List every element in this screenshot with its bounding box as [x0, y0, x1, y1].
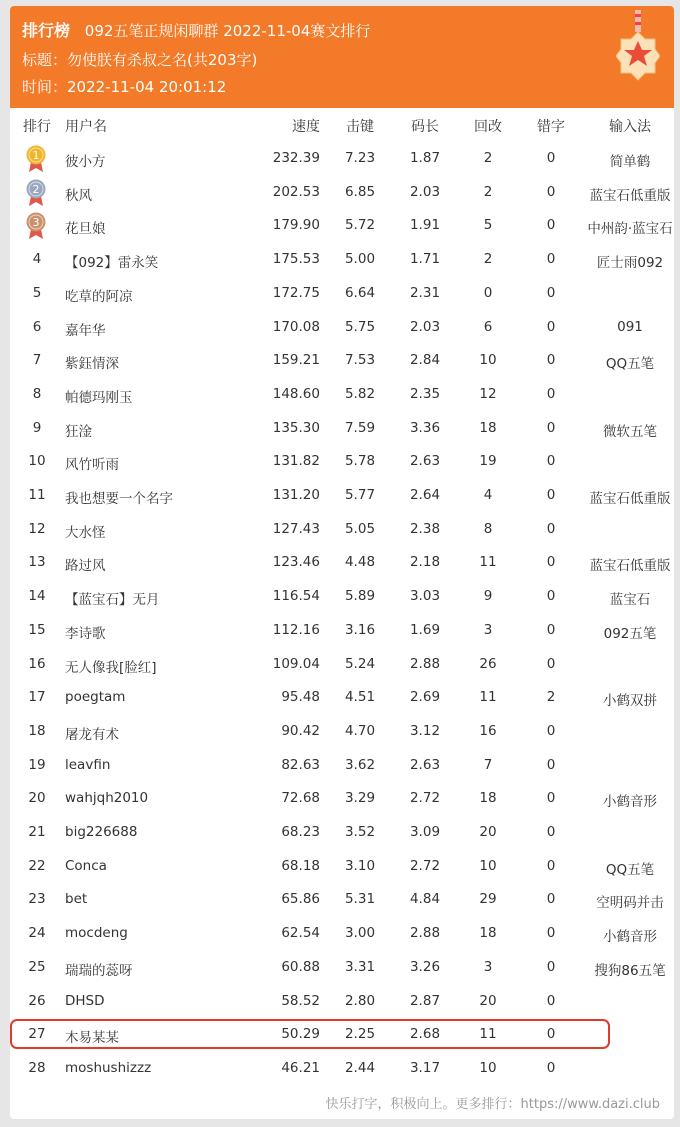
table-row [10, 985, 674, 1019]
cell-backspace: 12 [479, 385, 497, 402]
cell-input-method: 092五笔 [603, 625, 657, 642]
cell-errors: 0 [546, 183, 556, 200]
table-row [10, 412, 674, 446]
cell-rank: 6 [32, 318, 42, 335]
table-row [10, 1018, 674, 1052]
cell-username: 秋风 [65, 187, 92, 204]
leaderboard-header [10, 6, 674, 108]
cell-errors: 0 [546, 554, 556, 571]
cell-speed: 72.68 [281, 790, 320, 807]
table-row [10, 277, 674, 311]
cell-rank: 12 [28, 520, 46, 537]
table-row [10, 243, 674, 277]
cell-code-length: 2.69 [409, 689, 441, 706]
footer-note: 快乐打字，积极向上。更多排行：https://www.dazi.club [325, 1097, 660, 1112]
cell-code-length: 3.03 [409, 588, 441, 605]
cell-speed: 123.46 [272, 554, 320, 571]
cell-speed: 50.29 [281, 1026, 320, 1043]
cell-keystroke: 5.78 [344, 453, 376, 470]
cell-backspace: 11 [479, 554, 497, 571]
cell-code-length: 1.91 [409, 217, 441, 234]
cell-code-length: 2.84 [409, 352, 441, 369]
cell-code-length: 2.63 [409, 453, 441, 470]
cell-rank: 24 [28, 925, 46, 942]
cell-code-length: 2.64 [409, 487, 441, 503]
cell-keystroke: 5.82 [344, 385, 376, 402]
cell-backspace: 3 [483, 958, 493, 975]
cell-speed: 116.54 [272, 588, 320, 605]
cell-rank: 7 [32, 352, 42, 369]
cell-backspace: 2 [483, 183, 493, 200]
cell-rank: 14 [28, 588, 46, 605]
cell-username: 【092】雷永笑 [65, 255, 159, 272]
cell-errors: 0 [546, 588, 556, 605]
cell-speed: 148.60 [272, 385, 320, 402]
cell-keystroke: 5.00 [344, 251, 376, 268]
table-row [10, 782, 674, 816]
cell-rank: 11 [28, 487, 46, 503]
cell-code-length: 2.03 [409, 183, 441, 200]
cell-username: leavfin [65, 756, 111, 773]
leaderboard-badge-title: 排行榜 [22, 21, 71, 40]
cell-rank: 28 [28, 1059, 46, 1076]
race-time: 时间：2022-11-04 20:01:12 [22, 78, 227, 96]
cell-rank: 5 [32, 284, 42, 301]
cell-speed: 202.53 [272, 183, 320, 200]
cell-keystroke: 3.16 [344, 621, 376, 638]
group-title: 092五笔正规闲聊群 2022-11-04赛文排行 [84, 22, 371, 40]
cell-rank: 21 [28, 824, 46, 840]
cell-errors: 0 [546, 958, 556, 975]
table-row [10, 614, 674, 648]
cell-input-method: 简单鹤 [609, 154, 651, 170]
cell-username: 紫鈺情深 [65, 356, 119, 373]
cell-errors: 0 [546, 284, 556, 301]
cell-errors: 0 [546, 655, 556, 672]
cell-username: 无人像我[脸红] [65, 659, 157, 676]
gold-medal-icon [25, 145, 47, 172]
table-row [10, 648, 674, 682]
cell-username: bet [65, 891, 88, 908]
table-row [10, 850, 674, 884]
col-keystroke: 击键 [346, 119, 374, 135]
cell-code-length: 2.88 [409, 655, 441, 672]
cell-keystroke: 3.29 [344, 790, 376, 807]
cell-code-length: 2.72 [409, 857, 441, 874]
cell-backspace: 19 [479, 453, 497, 470]
cell-username: 帕德玛刚玉 [65, 389, 133, 406]
cell-errors: 0 [546, 520, 556, 537]
cell-input-method: 匠士雨092 [596, 255, 664, 272]
cell-username: 花旦娘 [65, 221, 106, 238]
table-row [10, 311, 674, 345]
medal-rank-number: 2 [32, 182, 40, 196]
cell-keystroke: 3.00 [344, 925, 376, 942]
cell-errors: 0 [546, 352, 556, 369]
cell-keystroke: 7.23 [344, 150, 376, 166]
cell-speed: 62.54 [281, 925, 320, 942]
cell-username: mocdeng [65, 925, 128, 942]
cell-errors: 0 [546, 318, 556, 335]
cell-errors: 0 [546, 891, 556, 908]
cell-speed: 68.18 [281, 857, 320, 874]
cell-keystroke: 5.24 [344, 655, 376, 672]
award-medal-icon [616, 10, 660, 82]
table-row [10, 883, 674, 917]
cell-code-length: 3.12 [409, 722, 441, 739]
cell-keystroke: 5.31 [344, 891, 376, 908]
col-errors: 错字 [537, 119, 565, 135]
col-user: 用户名 [65, 119, 107, 135]
cell-errors: 0 [546, 790, 556, 807]
cell-username: 彼小方 [65, 154, 106, 170]
cell-rank: 18 [28, 722, 46, 739]
cell-speed: 112.16 [272, 621, 320, 638]
table-row [10, 816, 674, 850]
cell-backspace: 18 [479, 925, 497, 942]
col-code-length: 码长 [411, 119, 439, 135]
cell-rank: 20 [28, 790, 46, 807]
cell-username: 风竹听雨 [65, 457, 119, 474]
cell-input-method: 蓝宝石低重版 [589, 491, 671, 507]
table-row [10, 142, 674, 176]
cell-keystroke: 7.59 [344, 419, 376, 436]
cell-speed: 232.39 [272, 150, 320, 166]
table-row [10, 479, 674, 513]
cell-input-method: 蓝宝石低重版 [589, 558, 671, 575]
cell-errors: 0 [546, 756, 556, 773]
cell-input-method: 小鹤双拼 [603, 693, 657, 710]
cell-speed: 170.08 [272, 318, 320, 335]
leaderboard-card [10, 6, 674, 1119]
cell-username: 木易某某 [65, 1030, 119, 1047]
cell-speed: 131.82 [272, 453, 320, 470]
table-row [10, 917, 674, 951]
cell-backspace: 5 [483, 217, 493, 234]
cell-username: poegtam [65, 689, 126, 706]
cell-username: Conca [65, 857, 107, 874]
cell-speed: 46.21 [281, 1059, 320, 1076]
cell-rank: 23 [28, 891, 46, 908]
cell-code-length: 2.63 [409, 756, 441, 773]
cell-rank: 8 [32, 385, 42, 402]
cell-errors: 2 [546, 689, 556, 706]
col-speed: 速度 [292, 119, 320, 135]
cell-errors: 0 [546, 150, 556, 166]
cell-username: 我也想要一个名字 [65, 491, 173, 507]
cell-keystroke: 4.51 [344, 689, 376, 706]
cell-speed: 58.52 [281, 992, 320, 1009]
cell-errors: 0 [546, 621, 556, 638]
table-row [10, 1052, 674, 1086]
cell-speed: 135.30 [272, 419, 320, 436]
cell-input-method: 小鹤音形 [603, 929, 657, 946]
cell-code-length: 2.72 [409, 790, 441, 807]
table-row [10, 580, 674, 614]
cell-code-length: 1.71 [409, 251, 441, 268]
cell-speed: 90.42 [281, 722, 320, 739]
cell-keystroke: 4.48 [344, 554, 376, 571]
table-row [10, 176, 674, 210]
cell-errors: 0 [546, 487, 556, 503]
cell-backspace: 18 [479, 790, 497, 807]
cell-keystroke: 5.77 [344, 487, 376, 503]
silver-medal-icon [25, 179, 47, 206]
cell-errors: 0 [546, 824, 556, 840]
table-row [10, 445, 674, 479]
cell-backspace: 2 [483, 150, 493, 166]
cell-input-method: QQ五笔 [605, 861, 655, 878]
cell-speed: 175.53 [272, 251, 320, 268]
cell-speed: 131.20 [272, 487, 320, 503]
cell-keystroke: 6.64 [344, 284, 376, 301]
cell-speed: 68.23 [281, 824, 320, 840]
cell-backspace: 0 [483, 284, 493, 301]
cell-rank: 10 [28, 453, 46, 470]
cell-keystroke: 3.62 [344, 756, 376, 773]
table-row [10, 715, 674, 749]
cell-keystroke: 2.25 [344, 1026, 376, 1043]
cell-keystroke: 3.31 [344, 958, 376, 975]
cell-errors: 0 [546, 251, 556, 268]
cell-speed: 172.75 [272, 284, 320, 301]
cell-input-method: 搜狗86五笔 [594, 962, 666, 979]
cell-speed: 65.86 [281, 891, 320, 908]
cell-input-method: 中州韵·蓝宝石 [587, 221, 673, 238]
cell-backspace: 20 [479, 992, 497, 1009]
cell-keystroke: 2.80 [344, 992, 376, 1009]
col-rank: 排行 [23, 119, 51, 135]
cell-rank: 22 [28, 857, 46, 874]
table-row [10, 749, 674, 783]
cell-username: 屠龙有术 [65, 726, 119, 743]
cell-speed: 60.88 [281, 958, 320, 975]
cell-backspace: 18 [479, 419, 497, 436]
cell-code-length: 3.09 [409, 824, 441, 840]
cell-backspace: 11 [479, 689, 497, 706]
cell-keystroke: 3.52 [344, 824, 376, 840]
cell-backspace: 20 [479, 824, 497, 840]
cell-rank: 25 [28, 958, 46, 975]
cell-backspace: 2 [483, 251, 493, 268]
cell-username: 瑞瑞的蕊呀 [65, 962, 133, 979]
cell-backspace: 10 [479, 857, 497, 874]
cell-backspace: 10 [479, 1059, 497, 1076]
cell-backspace: 7 [483, 756, 493, 773]
cell-code-length: 2.18 [409, 554, 441, 571]
cell-rank: 9 [32, 419, 42, 436]
cell-username: wahjqh2010 [65, 790, 149, 807]
cell-speed: 109.04 [272, 655, 320, 672]
cell-backspace: 10 [479, 352, 497, 369]
cell-username: big226688 [65, 824, 138, 840]
table-header [10, 116, 674, 140]
cell-errors: 0 [546, 419, 556, 436]
cell-rank: 27 [28, 1026, 46, 1043]
cell-keystroke: 5.05 [344, 520, 376, 537]
cell-errors: 0 [546, 992, 556, 1009]
cell-username: DHSD [65, 992, 105, 1009]
cell-speed: 159.21 [272, 352, 320, 369]
cell-errors: 0 [546, 857, 556, 874]
cell-code-length: 1.69 [409, 621, 441, 638]
cell-input-method: 蓝宝石 [609, 592, 651, 609]
table-row [10, 209, 674, 243]
table-row [10, 513, 674, 547]
cell-keystroke: 2.44 [344, 1059, 376, 1076]
cell-backspace: 4 [483, 487, 493, 503]
cell-rank: 26 [28, 992, 46, 1009]
cell-code-length: 3.26 [409, 958, 441, 975]
col-backspace: 回改 [474, 119, 502, 135]
cell-code-length: 2.87 [409, 992, 441, 1009]
cell-username: 吃草的阿凉 [65, 288, 133, 305]
cell-backspace: 3 [483, 621, 493, 638]
cell-input-method: 蓝宝石低重版 [589, 187, 671, 204]
cell-speed: 95.48 [281, 689, 320, 706]
cell-code-length: 2.03 [409, 318, 441, 335]
cell-backspace: 6 [483, 318, 493, 335]
cell-errors: 0 [546, 1026, 556, 1043]
cell-username: moshushizzz [65, 1059, 152, 1076]
table-row [10, 546, 674, 580]
cell-backspace: 29 [479, 891, 497, 908]
medal-rank-number: 1 [32, 149, 40, 162]
cell-rank: 19 [28, 756, 46, 773]
cell-keystroke: 7.53 [344, 352, 376, 369]
bronze-medal-icon [25, 212, 47, 239]
cell-rank: 16 [28, 655, 46, 672]
table-row [10, 344, 674, 378]
cell-errors: 0 [546, 217, 556, 234]
table-row [10, 681, 674, 715]
cell-username: 大水怪 [65, 524, 106, 541]
cell-code-length: 2.31 [409, 284, 441, 301]
cell-input-method: QQ五笔 [605, 356, 655, 373]
cell-errors: 0 [546, 722, 556, 739]
cell-rank: 17 [28, 689, 46, 706]
cell-keystroke: 5.75 [344, 318, 376, 335]
cell-username: 李诗歌 [65, 625, 106, 642]
cell-rank: 15 [28, 621, 46, 638]
cell-keystroke: 5.89 [344, 588, 376, 605]
cell-input-method: 微软五笔 [603, 423, 657, 440]
cell-errors: 0 [546, 385, 556, 402]
cell-backspace: 11 [479, 1026, 497, 1043]
cell-username: 嘉年华 [65, 322, 106, 339]
cell-errors: 0 [546, 453, 556, 470]
cell-input-method: 空明码并击 [596, 895, 664, 912]
cell-backspace: 8 [483, 520, 493, 537]
cell-keystroke: 5.72 [344, 217, 376, 234]
cell-rank: 13 [28, 554, 46, 571]
cell-rank: 4 [32, 251, 42, 268]
cell-code-length: 2.68 [409, 1026, 441, 1043]
table-row [10, 951, 674, 985]
cell-keystroke: 6.85 [344, 183, 376, 200]
cell-speed: 82.63 [281, 756, 320, 773]
cell-errors: 0 [546, 1059, 556, 1076]
cell-username: 狂淦 [65, 423, 92, 440]
cell-input-method: 091 [617, 318, 643, 335]
cell-input-method: 小鹤音形 [603, 794, 657, 811]
cell-keystroke: 4.70 [344, 722, 376, 739]
cell-backspace: 26 [479, 655, 497, 672]
cell-code-length: 1.87 [409, 150, 441, 166]
cell-backspace: 16 [479, 722, 497, 739]
cell-username: 路过风 [65, 558, 106, 575]
cell-code-length: 4.84 [409, 891, 441, 908]
cell-username: 【蓝宝石】无月 [65, 592, 160, 609]
medal-rank-number: 3 [32, 216, 40, 230]
cell-code-length: 3.36 [409, 419, 441, 436]
col-input-method: 输入法 [609, 119, 651, 135]
cell-speed: 127.43 [272, 520, 320, 537]
cell-errors: 0 [546, 925, 556, 942]
cell-backspace: 9 [483, 588, 493, 605]
cell-code-length: 3.17 [409, 1059, 441, 1076]
cell-code-length: 2.35 [409, 385, 441, 402]
cell-keystroke: 3.10 [344, 857, 376, 874]
cell-code-length: 2.38 [409, 520, 441, 537]
table-row [10, 378, 674, 412]
cell-code-length: 2.88 [409, 925, 441, 942]
article-subject: 标题：勿使朕有杀叔之名(共203字) [22, 51, 258, 69]
cell-speed: 179.90 [272, 217, 320, 234]
